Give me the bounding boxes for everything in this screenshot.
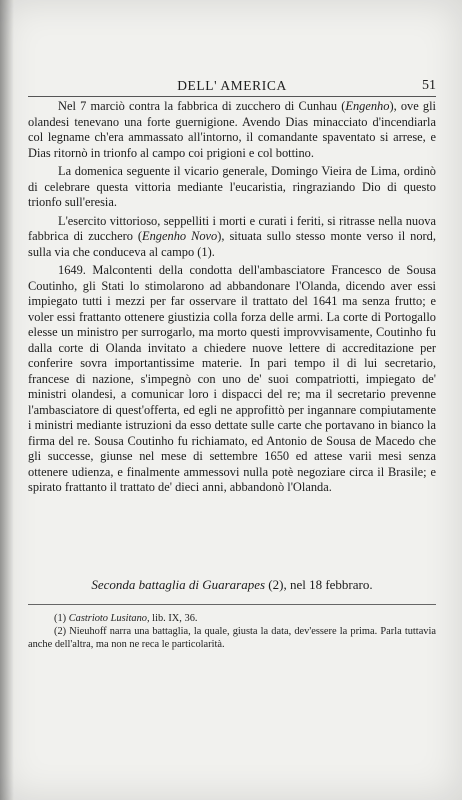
footnote-1-text: lib. IX, 36. — [149, 613, 198, 624]
footnote-1 — [28, 612, 436, 625]
footnotes — [28, 612, 436, 651]
gutter-shadow — [0, 0, 14, 800]
paragraph-1 — [28, 99, 436, 161]
paragraph-1-text: Nel 7 marciò contra la fabbrica di zucchero di Cunhau (Engenho), ove gli olandesi tenevano una forte guernigione. Avendo Dias minacciato d'incendiarla col legname ch'era ammassato all'intorno, il comandante spaventato si arrese, e Dias ritornò in trionfo al campo coi prigioni e col bottino. — [28, 99, 437, 160]
footnote-2 — [28, 625, 436, 651]
footnote-2-text: Nieuhoff narra una battaglia, la quale, giusta la data, dev'essere la prima. Parla tuttavia anche dell'altra, ma non ne reca le particolarità. — [28, 626, 436, 650]
footnote-1-marker: (1) — [54, 613, 67, 624]
running-head: DELL' AMERICA — [177, 78, 287, 93]
page-number: 51 — [422, 78, 436, 93]
paragraph-2-text: La domenica seguente il vicario generale, Domingo Vieira de Lima, ordinò di celebrare questa vittoria mediante l'eucaristia, ringraziando Dio di questo trionfo sull'eresia. — [28, 164, 436, 209]
footnote-2-marker: (2) — [54, 626, 67, 637]
subheading-rest: (2), nel 18 febbraro. — [265, 577, 373, 592]
paragraph-2 — [28, 164, 436, 211]
paragraph-3 — [28, 214, 436, 261]
header-rule — [28, 96, 436, 97]
paragraph-3-text: L'esercito vittorioso, seppelliti i morti e curati i feriti, si ritrasse nella nuova fabbrica di zucchero (Engenho Novo), situata sullo stesso monte verso il nord, sulla via che conduceva al campo (1). — [28, 213, 436, 259]
page-header — [28, 78, 436, 96]
paragraph-4-text: 1649. Malcontenti della condotta dell'ambasciatore Francesco de Sousa Coutinho, gli Stati lo stimolarono ad abbandonare l'Olanda, dicendo aver essi impiegato tutti i mezzi per far osservare il trattato del 1641 ma senza frutto; e voler essi frattanto ottenere giustizia colla forza delle armi. La corte di Portogallo elesse un ministro per surrogarlo, ma morto questi improvvisamente, Coutinho fu dalla corte di Olanda invitato a chiedere nuove lettere di accreditazione per conferire sovra importantissime materie. In pari tempo il di lui secretario, francese di nazione, s'impegnò con uno de' suoi compatriotti, impiegato de' ministri olandesi, a comunicar loro i dispacci del re; ma il secretario prevenne l'ambasciatore di quest'offerta, ed egli ne approfittò per ingannare compiutamente i ministri mediante istruzioni da esso dettate sulle carte che portavano in bianco la firma del re. Sousa Coutinho fu richiamato, ed Antonio de Sousa de Macedo che gli successe, giunse nel mese di settembre 1650 ed attese varii mesi senza ottenere udienza, e finalmente ammessovi nulla potè negoziare circa il Brasile; e spirato frattanto il trattato de' dieci anni, abbandonò l'Olanda. — [28, 263, 436, 494]
footnote-1-italic: Castrioto Lusitano, — [68, 613, 150, 624]
body-text — [28, 99, 436, 499]
subheading-italic: Seconda battaglia di Guararapes — [91, 577, 266, 592]
section-subheading — [28, 577, 436, 593]
footnote-rule — [28, 604, 436, 605]
paragraph-4 — [28, 263, 436, 496]
